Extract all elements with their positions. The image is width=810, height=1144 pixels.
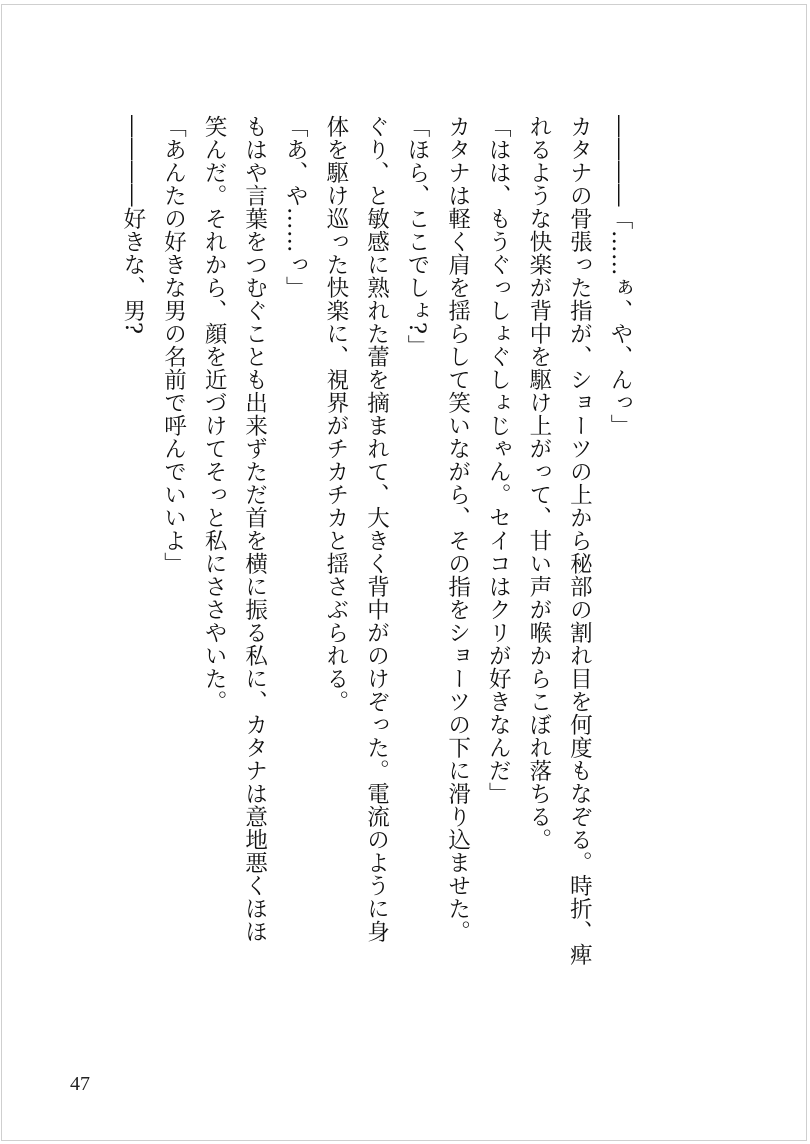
text-line: 「あんたの好きな男の名前で呼んでいいよ」 — [160, 115, 187, 575]
page-number: 47 — [70, 1073, 90, 1095]
text-line: もはや言葉をつむぐことも出来ずただ首を横に振る私に、カタナは意地悪くほほ — [241, 115, 268, 943]
text-line: 体を駆け巡った快楽に、視界がチカチカと揺さぶられる。 — [322, 115, 349, 713]
text-line: カタナは軽く肩を揺らして笑いながら、その指をショーツの下に滑り込ませた。 — [444, 115, 471, 943]
text-line: れるような快楽が背中を駆け上がって、甘い声が喉からこぼれ落ちる。 — [525, 115, 552, 851]
text-line: ぐり、と敏感に熟れた蕾を摘まれて、大きく背中がのけぞった。電流のように身 — [363, 115, 390, 943]
text-line: 「ほら、ここでしょ?」 — [404, 115, 431, 358]
book-page — [1, 4, 807, 1141]
text-line: 「はは、もうぐっしょぐしょじゃん。セイコはクリが好きなんだ」 — [485, 115, 512, 805]
text-line: カタナの骨張った指が、ショーツの上から秘部の割れ目を何度もなぞる。時折、痺 — [566, 115, 593, 966]
text-line: 笑んだ。それから、顔を近づけてそっと私にささやいた。 — [201, 115, 228, 713]
text-line: 「あ、や……っ」 — [282, 115, 309, 299]
vertical-text-block — [112, 115, 640, 1045]
text-line: ――――「……ぁ、や、んっ」 — [607, 115, 633, 437]
text-line: ――――好きな、男? — [119, 115, 146, 335]
